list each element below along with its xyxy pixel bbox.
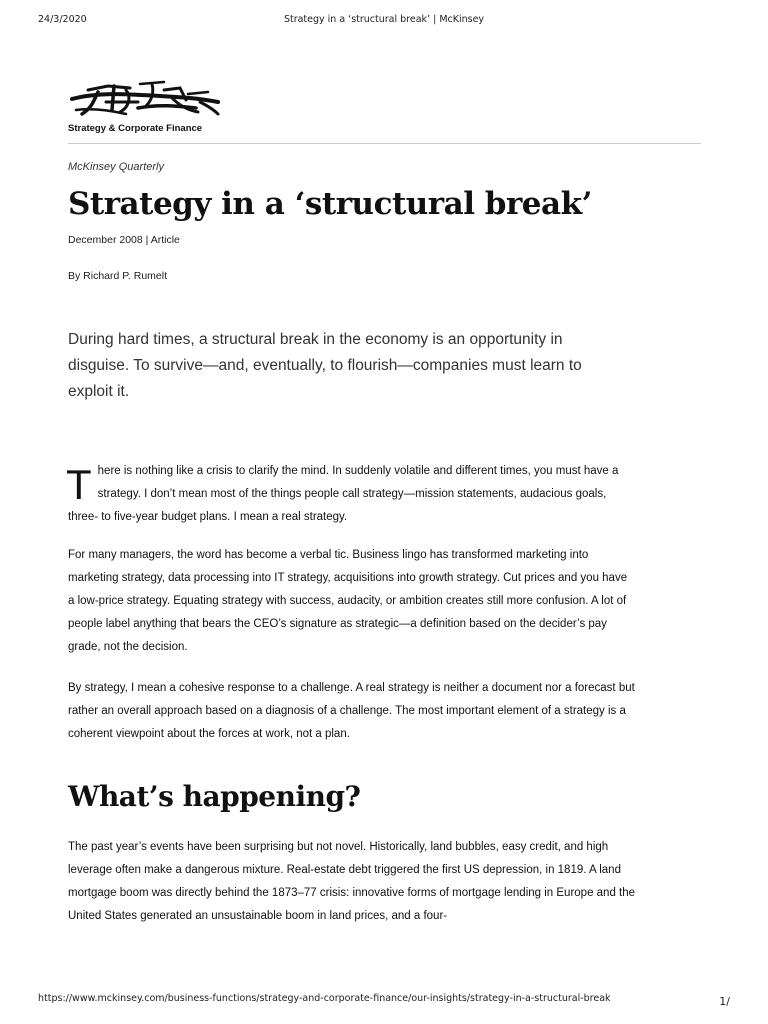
drop-cap: T xyxy=(66,461,92,508)
publication-kicker: McKinsey Quarterly xyxy=(68,161,164,173)
body-paragraph-1 xyxy=(68,460,636,529)
section-link[interactable]: Strategy & Corporate Finance xyxy=(68,123,203,134)
body-paragraph-3: By strategy, I mean a cohesive response to a challenge. A real strategy is neither a document nor a forecast but rather an overall approach based on a diagnosis of a challenge. The most important element of a strategy is a coherent viewpoint about the forces at work, not a plan. xyxy=(68,682,635,740)
mckinsey-logo-mark xyxy=(68,80,224,120)
mckinsey-logo[interactable] xyxy=(68,80,224,120)
article-title: Strategy in a ‘structural break’ xyxy=(68,186,592,222)
header-divider xyxy=(68,143,701,144)
article-meta: December 2008 | Article xyxy=(68,234,180,246)
print-url: https://www.mckinsey.com/business-functions/strategy-and-corporate-finance/our-insights/strategy-in-a-structural-break xyxy=(38,993,611,1004)
section-heading: What’s happening? xyxy=(68,780,361,813)
body-paragraph-4: The past year’s events have been surprising but not novel. Historically, land bubbles, easy credit, and high leverage often make a dangerous mixture. Real-estate debt triggered the first US depression, in 1819. A land mortgage boom was directly behind the 1873–77 crisis: innovative forms of mortgage lending in Europe and the United States generated an unsustainable boom in land prices, and a four- xyxy=(68,841,636,922)
paragraph-text: here is nothing like a crisis to clarify the mind. In suddenly volatile and different times, you must have a strategy. I don’t mean most of the things people call strategy—mission statements, audacious goals, three- to five-year budget plans. I mean a real strategy. xyxy=(68,465,619,523)
print-date: 24/3/2020 xyxy=(38,14,87,25)
article-dek: During hard times, a structural break in the economy is an opportunity in disguise. To survive—and, eventually, to flourish—companies must learn to exploit it. xyxy=(68,331,582,400)
print-page-title: Strategy in a ‘structural break’ | McKinsey xyxy=(283,14,485,25)
print-page-number: 1/ xyxy=(719,995,730,1008)
article-byline: By Richard P. Rumelt xyxy=(68,270,168,282)
body-paragraph-2: For many managers, the word has become a verbal tic. Business lingo has transformed marketing into marketing strategy, data processing into IT strategy, acquisitions into growth strategy. Cut prices and you have a low-price strategy. Equating strategy with success, audacity, or ambition creates still more confusion. A lot of people label anything that bears the CEO’s signature as strategic—a definition based on the decider’s pay grade, not the decision. xyxy=(68,549,628,653)
